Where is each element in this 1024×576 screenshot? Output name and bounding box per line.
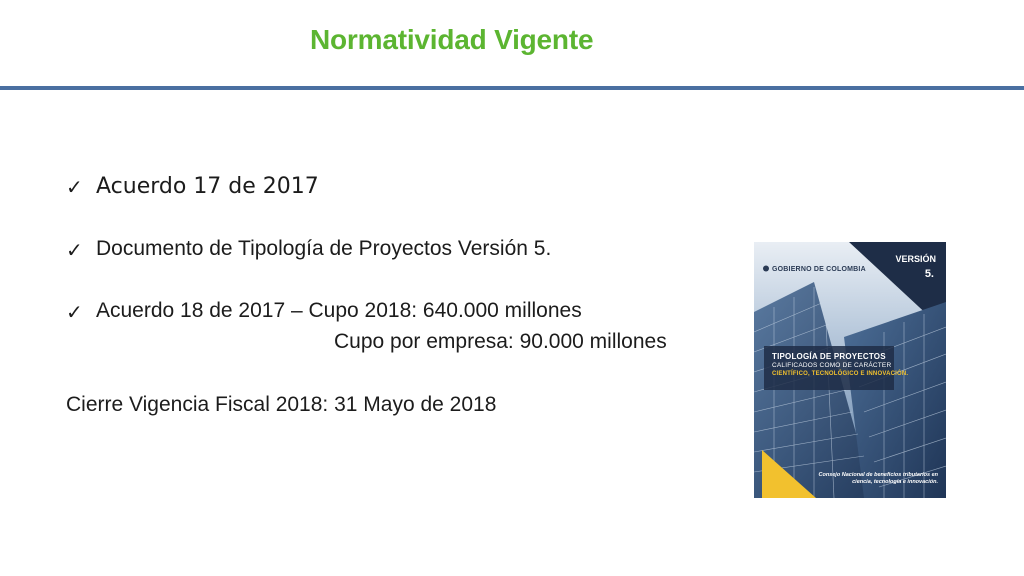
slide-title: Normatividad Vigente [310,24,594,55]
cover-heading-title: TIPOLOGÍA DE PROYECTOS [772,352,886,361]
bullet-acuerdo-18-continuation: Cupo por empresa: 90.000 millones [334,330,667,353]
cover-subheading: CALIFICADOS COMO DE CARÁCTER [772,362,892,369]
cover-footer-text: Consejo Nacional de beneficios tributarios en ciencia, tecnología e innovación. [818,472,938,485]
checkmark-icon: ✓ [66,175,83,199]
cover-heading [772,352,908,378]
bullet-documento-tipologia: Documento de Tipología de Proyectos Versión 5. [96,237,552,260]
cover-version-label: VERSIÓN [895,254,936,264]
bullet-acuerdo-18: Acuerdo 18 de 2017 – Cupo 2018: 640.000 millones [96,299,582,322]
checkmark-icon: ✓ [66,300,83,324]
bullet-acuerdo-17: Acuerdo 17 de 2017 [96,174,319,199]
closing-line: Cierre Vigencia Fiscal 2018: 31 Mayo de 2018 [66,393,497,416]
checkmark-icon: ✓ [66,238,83,262]
cover-subheading-2: CIENTÍFICO, TECNOLÓGICO E INNOVACIÓN. [772,371,909,377]
document-cover-image [754,242,946,498]
title-divider [0,86,1024,90]
cover-logo-text: GOBIERNO DE COLOMBIA [772,266,866,273]
cover-version-number: 5. [924,268,934,280]
